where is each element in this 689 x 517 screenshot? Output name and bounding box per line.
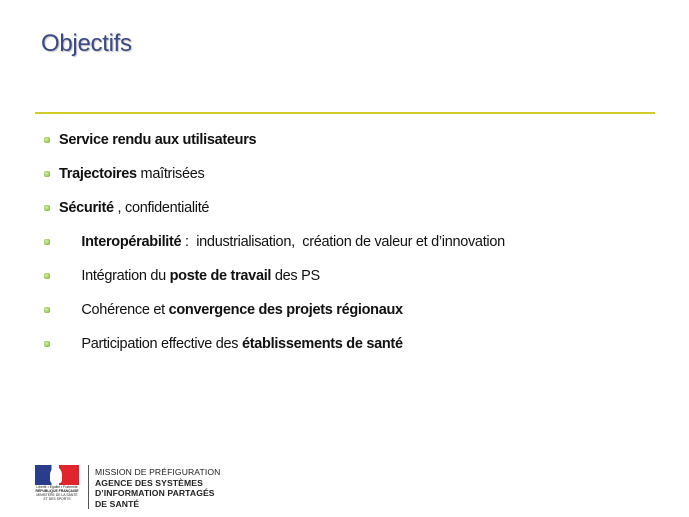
republique-francaise-logo: [32, 465, 82, 509]
bullet-text: Participation effective des établissements de santé: [81, 336, 403, 352]
objectives-list: [44, 123, 505, 361]
bullet-icon: [44, 341, 50, 347]
bullet-icon: [44, 307, 50, 313]
list-item: [44, 327, 505, 361]
bullet-text: Trajectoires maîtrisées: [59, 166, 205, 182]
ministry-text: MINISTÈRE DE LA SANTÉ: [36, 493, 78, 497]
footer: [32, 465, 220, 509]
agency-line-2: AGENCE DES SYSTÈMES: [95, 477, 203, 488]
bullet-icon: [44, 273, 50, 279]
bullet-text: Intégration du poste de travail des PS: [81, 268, 320, 284]
motto-text: Liberté • Égalité • Fraternité: [36, 485, 78, 489]
agency-line-1: MISSION DE PRÉFIGURATION: [95, 467, 221, 477]
footer-divider: [88, 465, 89, 509]
slide-title: Objectifs: [41, 30, 132, 57]
bullet-text: Service rendu aux utilisateurs: [59, 132, 257, 148]
agency-name: [95, 465, 220, 509]
marianne-icon: [50, 467, 62, 483]
bullet-text: Sécurité , confidentialité: [59, 200, 210, 216]
ministry-text-2: ET DES SPORTS: [43, 497, 71, 501]
bullet-icon: [44, 137, 50, 143]
title-divider: [35, 112, 655, 114]
agency-line-4: DE SANTÉ: [95, 498, 140, 509]
marianne-flag-icon: [35, 465, 79, 485]
republic-text: RÉPUBLIQUE FRANÇAISE: [35, 489, 79, 493]
bullet-icon: [44, 171, 50, 177]
bullet-icon: [44, 205, 50, 211]
list-item: [44, 123, 505, 157]
agency-line-3: D’INFORMATION PARTAGÉS: [95, 488, 215, 498]
bullet-text: Interopérabilité : industrialisation, création de valeur et d’innovation: [81, 234, 505, 250]
list-item: [44, 157, 505, 191]
bullet-icon: [44, 239, 50, 245]
bullet-text: Cohérence et convergence des projets régionaux: [81, 302, 403, 318]
